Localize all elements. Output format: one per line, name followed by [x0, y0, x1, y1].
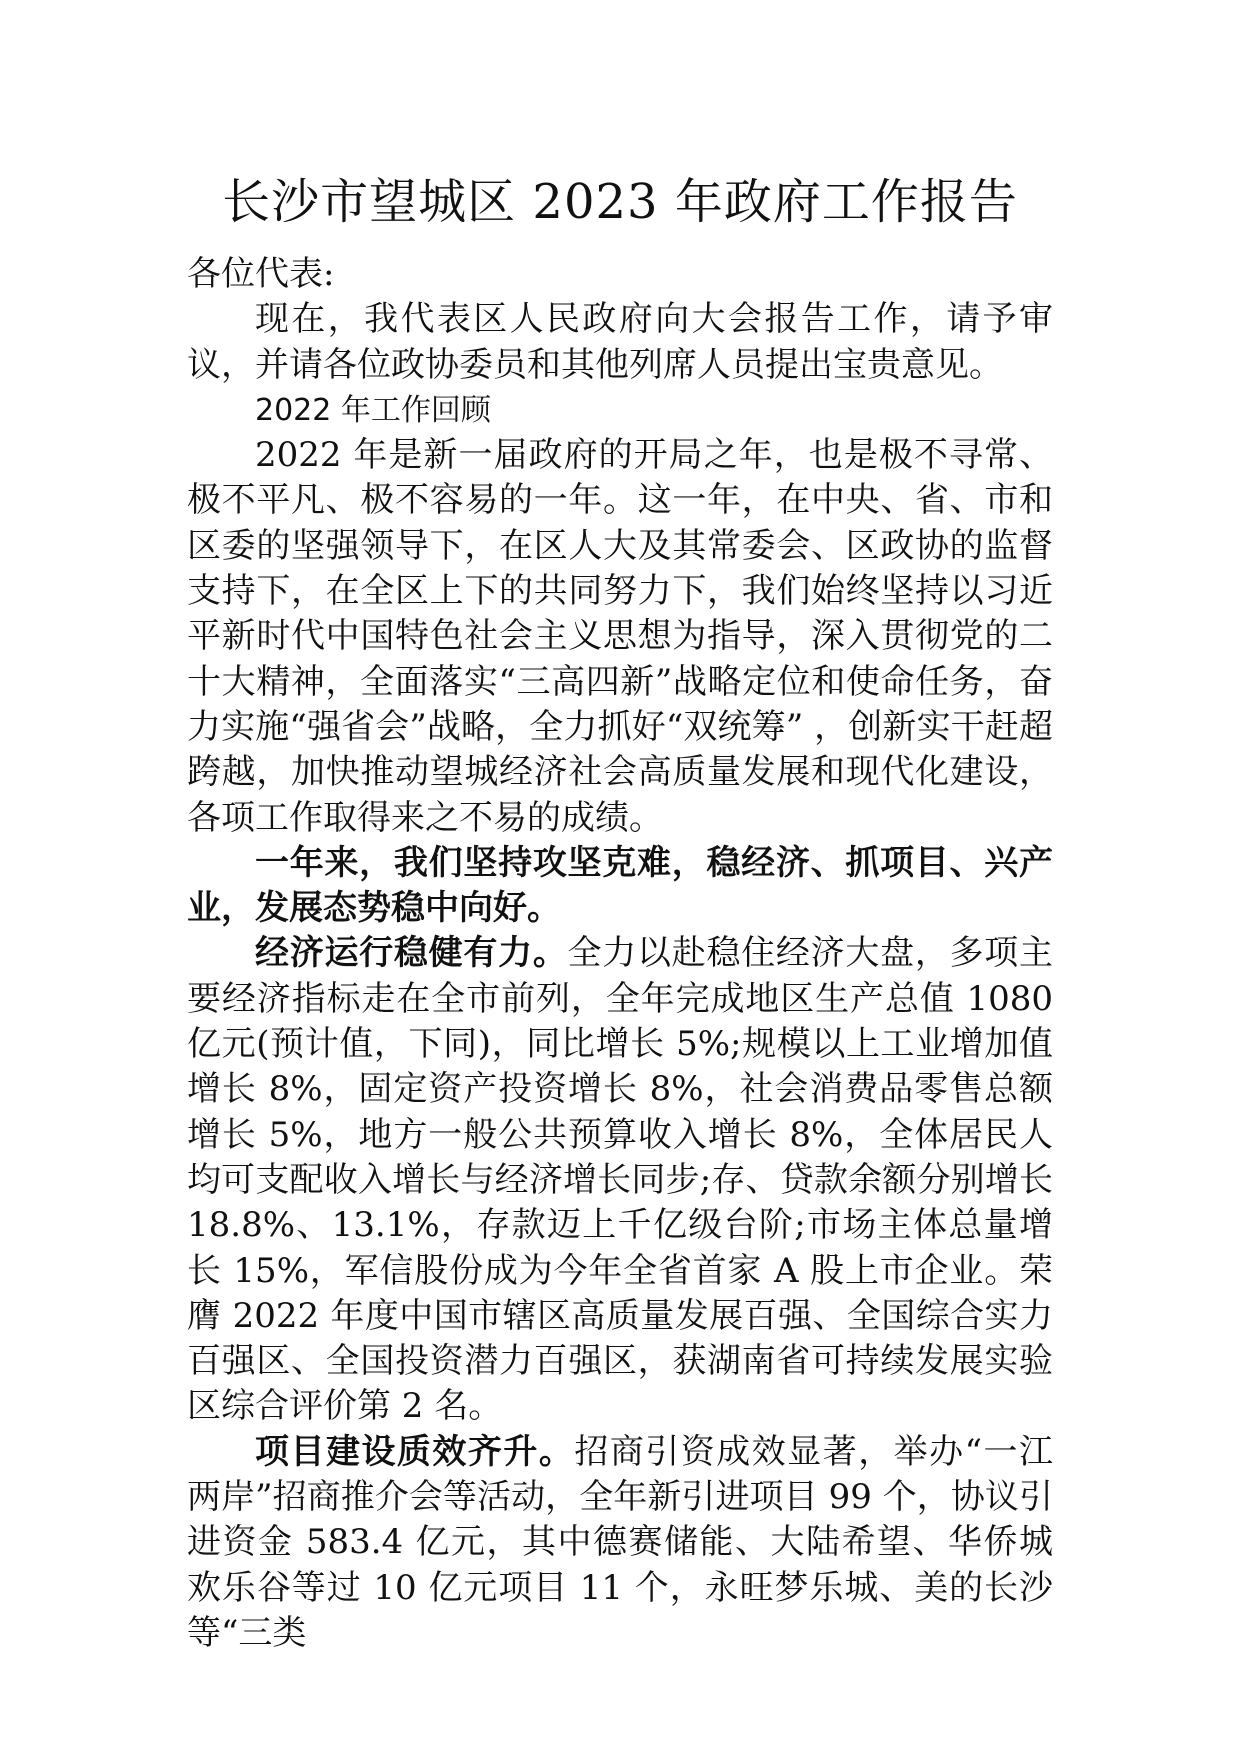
document-title: 长沙市望城区 2023 年政府工作报告 [222, 174, 1018, 230]
review-paragraph: 2022 年是新一届政府的开局之年，也是极不寻常、极不平凡、极不容易的一年。这一年，在中央、省、市和区委的坚强领导下，在区人大及其常委会、区政协的监督支持下，在全区上下的共同努力下，我们始终坚持以习近平新时代中国特色社会主义思想为指导，深入贯彻党的二十大精神，全面落实“三高四新”战略定位和使命任务，奋力实施“强省会”战略，全力抓好“双统筹” ，创新实干赶超跨越，加快推动望城经济社会高质量发展和现代化建设，各项工作取得来之不易的成绩。 [187, 435, 1053, 838]
projects-paragraph [187, 1430, 1053, 1656]
intro-paragraph: 现在，我代表区人民政府向大会报告工作，请予审议，并请各位政协委员和其他列席人员提出宝贵意见。 [187, 299, 1053, 385]
document-body [187, 252, 1053, 1656]
bold-summary: 一年来，我们坚持攻坚克难，稳经济、抓项目、兴产业，发展态势稳中向好。 [187, 842, 1053, 929]
economy-lead: 经济运行稳健有力。 [255, 933, 568, 974]
economy-text: 全力以赴稳住经济大盘，多项主要经济指标走在全市前列，全年完成地区生产总值 1080 亿元(预计值，下同)，同比增长 5%;规模以上工业增加值增长 8%，固定资产投资增长 8%，社会消费品零售总额增长 5%，地方一般公共预算收入增长 8%，全体居民人均可支配收入增长与经济增长同步;存、贷款余额分别增长 18.8%、13.1%，存款迈上千亿级台阶;市场主体总量增长 15%，军信股份成为今年全省首家 A 股上市企业。荣膺 2022 年度中国市辖区高质量发展百强、全国综合实力百强区、全国投资潜力百强区，获湖南省可持续发展实验区综合评价第 2 名。 [187, 933, 1054, 1427]
economy-paragraph [187, 931, 1053, 1429]
projects-lead: 项目建设质效齐升。 [255, 1431, 575, 1472]
section-heading: 2022 年工作回顾 [255, 392, 491, 428]
projects-text: 招商引资成效显著，举办“一江两岸”招商推介会等活动，全年新引进项目 99 个，协议引进资金 583.4 亿元，其中德赛储能、大陆希望、华侨城欢乐谷等过 10 亿元项目 11 个，永旺梦乐城、美的长沙等“三类 [187, 1431, 1053, 1653]
salutation: 各位代表: [187, 254, 335, 294]
